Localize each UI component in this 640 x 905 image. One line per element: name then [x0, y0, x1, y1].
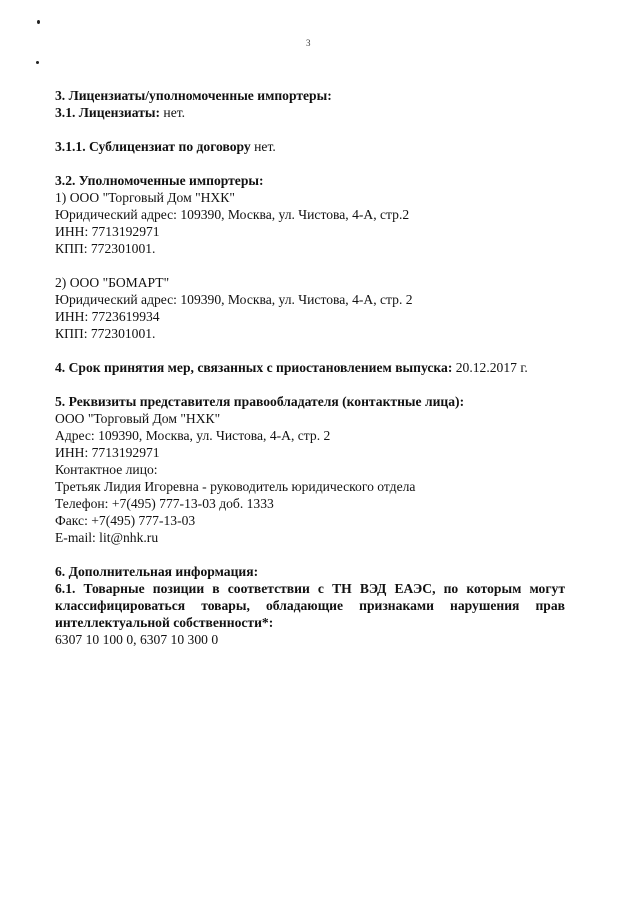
importer-inn: ИНН: 7723619934 [55, 309, 160, 324]
contact-company: ООО "Торговый Дом "НХК" [55, 411, 221, 426]
section-6-1-line-2: классифицироваться товары, обладающие признаками нарушения прав [55, 598, 565, 613]
contact-person-label: Контактное лицо: [55, 462, 158, 477]
section-4-value: 20.12.2017 г. [452, 360, 528, 375]
sublicensee-line [55, 138, 565, 155]
importer-block [55, 274, 565, 342]
contact-address: Адрес: 109390, Москва, ул. Чистова, 4-А, стр. 2 [55, 428, 331, 443]
section-4-label: 4. Срок принятия мер, связанных с приостановлением выпуска: [55, 360, 453, 375]
section-3-heading: 3. Лицензиаты/уполномоченные импортеры: [55, 88, 332, 103]
section-5-heading: 5. Реквизиты представителя правообладателя (контактные лица): [55, 394, 465, 409]
scan-speck [36, 61, 39, 64]
licensees-value: нет. [160, 105, 186, 120]
sublicensee-label: 3.1.1. Сублицензиат по договору [55, 139, 251, 154]
contact-email: E-mail: lit@nhk.ru [55, 530, 159, 545]
contact-inn: ИНН: 7713192971 [55, 445, 160, 460]
contact-person: Третьяк Лидия Игоревна - руководитель юридического отдела [55, 479, 416, 494]
section-6-heading: 6. Дополнительная информация: [55, 564, 259, 579]
document-body [55, 87, 565, 648]
importer-block [55, 189, 565, 257]
contact-phone: Телефон: +7(495) 777-13-03 доб. 1333 [55, 496, 274, 511]
licensees-line [55, 104, 565, 121]
section-6-1-line-1: 6.1. Товарные позиции в соответствии с ТН ВЭД ЕАЭС, по которым могут [55, 581, 565, 596]
licensees-label: 3.1. Лицензиаты: [55, 105, 161, 120]
page-number: 3 [306, 38, 311, 48]
importer-name: 1) ООО "Торговый Дом "НХК" [55, 190, 235, 205]
section-4-line [55, 359, 565, 376]
importer-name: 2) ООО "БОМАРТ" [55, 275, 170, 290]
section-6-1-line-3: интеллектуальной собственности*: [55, 615, 274, 630]
importer-kpp: КПП: 772301001. [55, 326, 156, 341]
scan-speck [37, 20, 40, 24]
tariff-codes: 6307 10 100 0, 6307 10 300 0 [55, 632, 219, 647]
contact-fax: Факс: +7(495) 777-13-03 [55, 513, 196, 528]
importer-address: Юридический адрес: 109390, Москва, ул. Чистова, 4-А, стр.2 [55, 207, 410, 222]
importers-heading: 3.2. Уполномоченные импортеры: [55, 173, 264, 188]
importer-kpp: КПП: 772301001. [55, 241, 156, 256]
sublicensee-value: нет. [250, 139, 276, 154]
importer-address: Юридический адрес: 109390, Москва, ул. Чистова, 4-А, стр. 2 [55, 292, 413, 307]
importer-inn: ИНН: 7713192971 [55, 224, 160, 239]
